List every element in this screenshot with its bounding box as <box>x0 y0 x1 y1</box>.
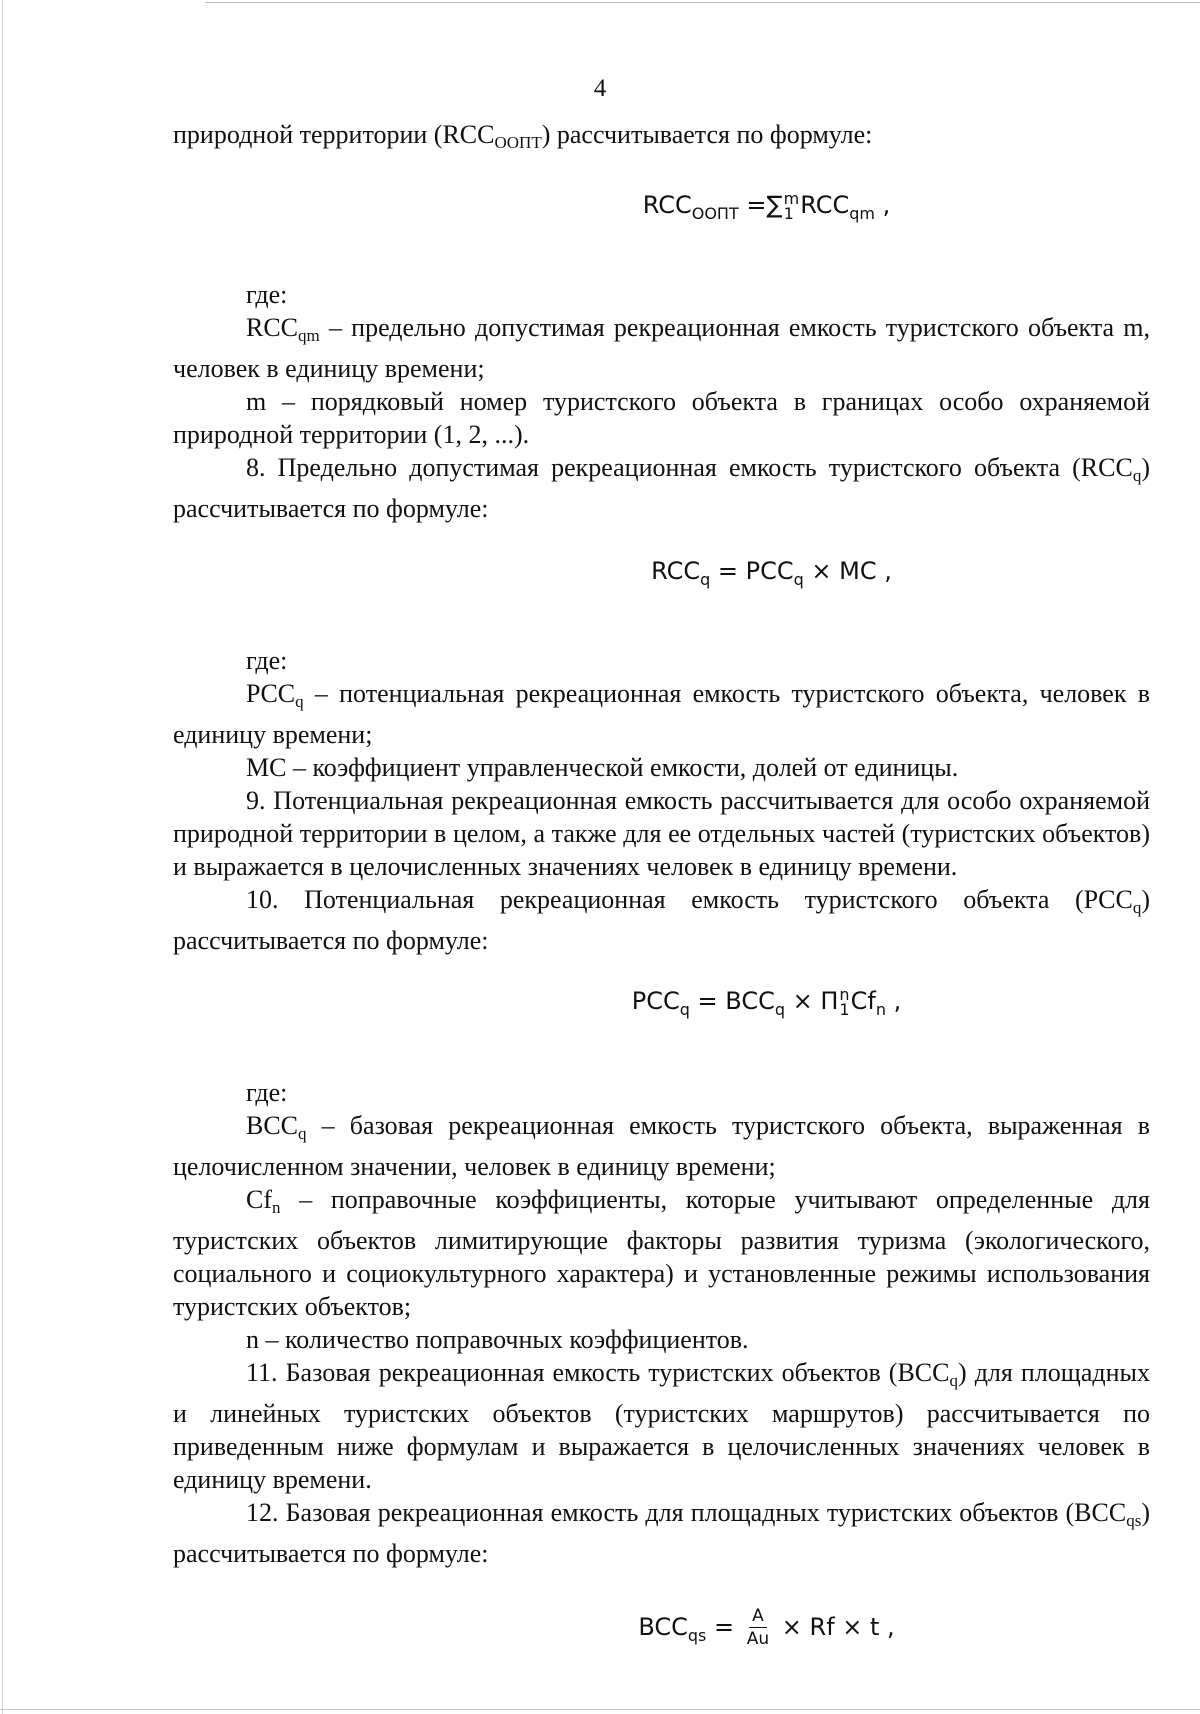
paragraph-12: 12. Базовая рекреационная емкость для площадных туристских объектов (BCCqs) рассчитывается по формуле: <box>173 1498 1150 1568</box>
paragraph-11: 11. Базовая рекреационная емкость туристских объектов (BCCq) для площадных и линейных туристских объектов (туристских маршрутов) рассчитывается по приведенным ниже формулам и выражается в целочисленных значениях человек в единицу времени. <box>173 1358 1150 1494</box>
definition-cfn: Cfn – поправочные коэффициенты, которые учитывают определенные для туристских объектов лимитирующие факторы развития туризма (экологического, социального и социокультурного характера) и установленные режимы использования туристских объектов; <box>173 1185 1150 1321</box>
where-label: где: <box>246 280 288 309</box>
sum-symbol: ∑ <box>766 191 783 219</box>
scan-edge-left <box>2 0 3 1714</box>
scan-edge-bottom <box>0 1709 1200 1710</box>
definition-rccqm: RCCqm – предельно допустимая рекреационная емкость туристского объекта m, человек в единицу времени; <box>173 313 1150 383</box>
definition-mc: MC – коэффициент управленческой емкости, долей от единицы. <box>246 753 959 782</box>
formula-rccq: $RCC_q = PCC_q$ × MC , <box>651 557 892 589</box>
paragraph-8: 8. Предельно допустимая рекреационная емкость туристского объекта (RCCq) рассчитывается по формуле: <box>173 453 1150 523</box>
fraction-a-over-au: $\frac{A}{Au}$ <box>746 1606 770 1649</box>
where-label: где: <box>246 646 288 675</box>
definition-n: n – количество поправочных коэффициентов. <box>246 1325 749 1354</box>
definition-m: m – порядковый номер туристского объекта в границах особо охраняемой природной территории (1, 2, ...). <box>173 387 1150 449</box>
formula-bccqs: $BCC_{qs}$ = $\frac{A}{Au}$ × Rf × t , <box>638 1606 895 1649</box>
paragraph-9: 9. Потенциальная рекреационная емкость рассчитывается для особо охраняемой природной территории в целом, а также для ее отдельных частей (туристских объектов) и выражается в целочисленных значениях человек в единицу времени. <box>173 786 1150 881</box>
document-body <box>173 118 1150 1652</box>
intro-line: природной территории (RCCООПТ) рассчитывается по формуле: <box>173 120 873 152</box>
paragraph-10: 10. Потенциальная рекреационная емкость туристского объекта (PCCq) рассчитывается по формуле: <box>173 885 1150 955</box>
where-label: где: <box>246 1078 288 1107</box>
formula-rcc-oopt: $RCC_{ООПТ}$ =∑ m 1 $RCC_{qm}$ , <box>642 189 891 223</box>
definition-bccq: BCCq – базовая рекреационная емкость туристского объекта, выраженная в целочисленном значении, человек в единицу времени; <box>173 1111 1150 1181</box>
scan-edge-top <box>205 2 1200 3</box>
formula-pccq: $PCC_q = BCC_q \times \Pi$ n 1 $Cf_n$ , <box>631 985 902 1019</box>
definition-pccq: PCCq – потенциальная рекреационная емкость туристского объекта, человек в единицу времени; <box>173 679 1150 749</box>
page-number: 4 <box>593 75 607 102</box>
product-symbol: Π <box>820 987 839 1015</box>
